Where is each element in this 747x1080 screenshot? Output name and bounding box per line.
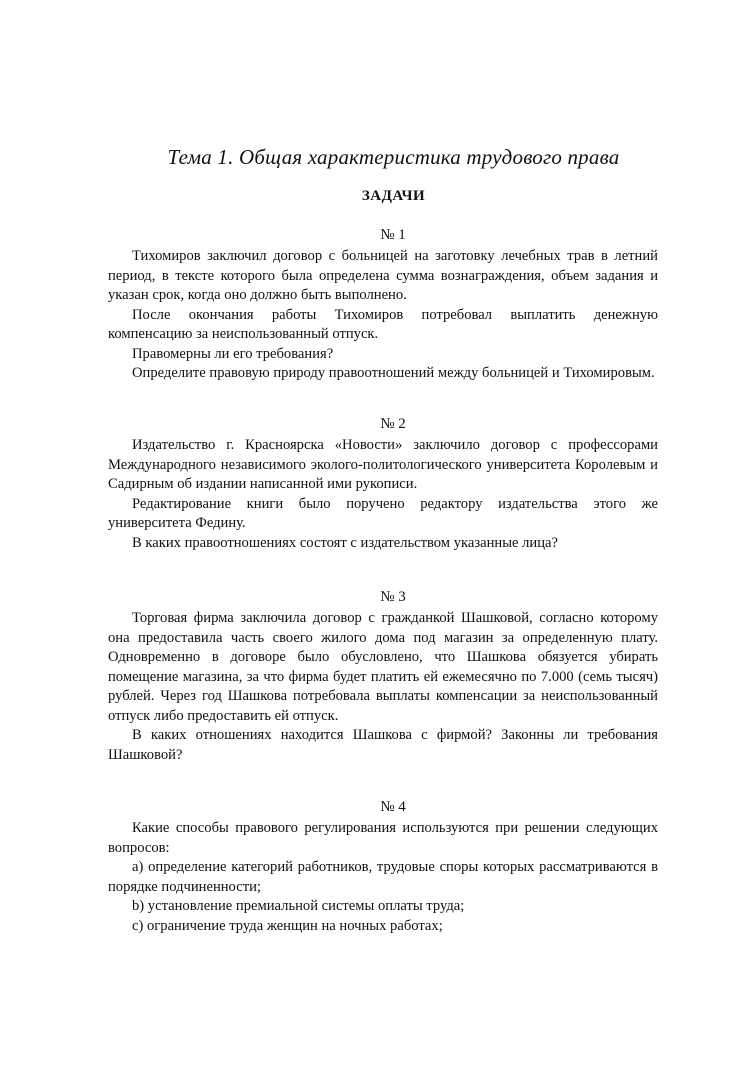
task-question: Правомерны ли его требования?: [132, 345, 334, 362]
task-paragraph: Торговая фирма заключила договор с гражданкой Шашковой, согласно которому она предоставила часть своего жилого дома под магазин за определенную плату. Одновременно в договоре было обусловлено, что Шашкова обязуется убирать помещение магазина, за что фирма будет платить ей ежемесячно по 7.000 (семь тысяч) рублей. Через год Шашкова потребовала выплаты компенсации за неиспользованный отпуск либо предоставить ей отпуск.: [108, 610, 658, 724]
task-question: В каких отношениях находится Шашкова с фирмой? Законны ли требования Шашковой?: [108, 727, 658, 763]
task-number: № 3: [380, 589, 406, 605]
task-question: Определите правовую природу правоотношений между больницей и Тихомировым.: [132, 365, 655, 381]
page-title: Тема 1. Общая характеристика трудового права: [167, 145, 620, 169]
task-number: № 2: [380, 416, 406, 432]
task-paragraph: Издательство г. Красноярска «Новости» заключило договор с профессорами Международного независимого эколого-политологического университета Королевым и Садирным об издании написанной ими рукописи.: [108, 437, 658, 492]
list-item: a) определение категорий работников, трудовые споры которых рассматриваются в порядке подчиненности;: [108, 859, 658, 895]
task-paragraph: Тихомиров заключил договор с больницей на заготовку лечебных трав в летний период, в тексте которого была определена сумма вознаграждения, объем задания и указан срок, когда оно должно быть выполнено.: [108, 248, 658, 303]
task-block: [108, 588, 658, 765]
task-block: [108, 226, 658, 384]
task-paragraph: Редактирование книги было поручено редактору издательства этого же университета Федину.: [108, 495, 658, 531]
task-number: № 4: [380, 799, 406, 815]
list-item: c) ограничение труда женщин на ночных работах;: [132, 917, 443, 934]
section-heading: ЗАДАЧИ: [361, 188, 426, 204]
task-block: [108, 798, 658, 936]
task-paragraph: После окончания работы Тихомиров потребовал выплатить денежную компенсацию за неиспользованный отпуск.: [108, 306, 658, 342]
task-number: № 1: [380, 227, 406, 243]
list-item: b) установление премиальной системы оплаты труда;: [132, 898, 465, 914]
task-question: В каких правоотношениях состоят с издательством указанные лица?: [132, 534, 558, 551]
task-block: [108, 415, 658, 553]
task-paragraph: Какие способы правового регулирования используются при решении следующих вопросов:: [108, 820, 658, 856]
